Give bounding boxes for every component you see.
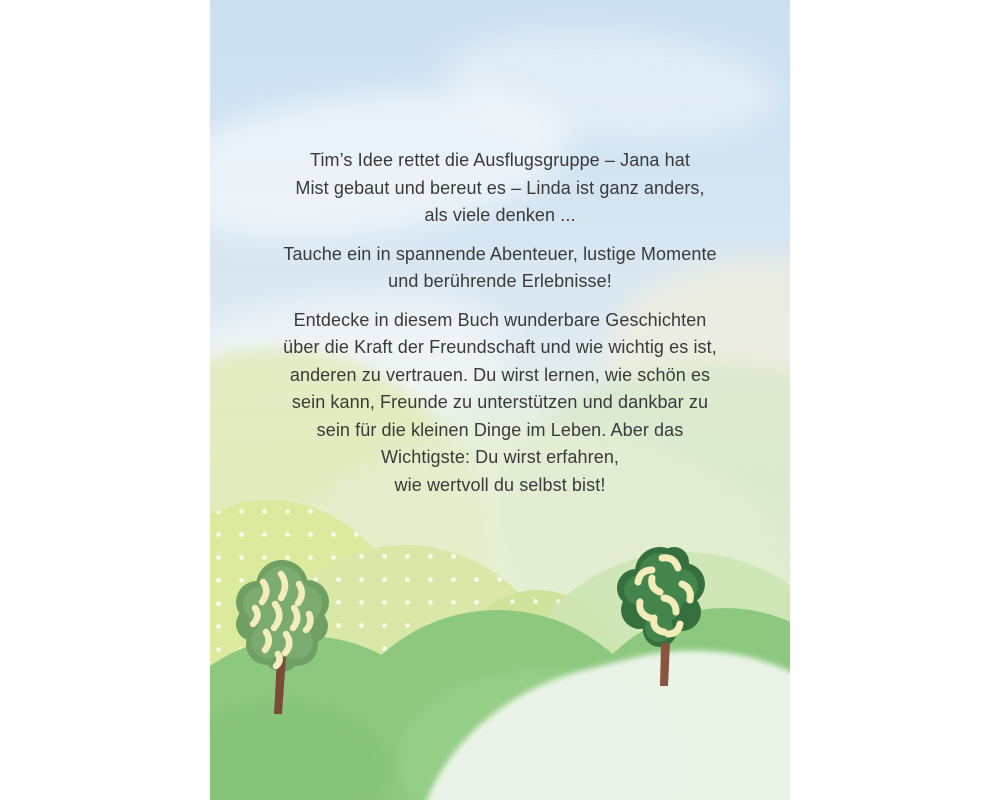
tree-right-illustration: [610, 540, 714, 692]
blurb-teaser-paragraph: [210, 147, 790, 230]
blurb-line: über die Kraft der Freundschaft und wie wichtig es ist,: [283, 337, 717, 357]
blurb-line: anderen zu vertrauen. Du wirst lernen, wie schön es: [289, 364, 711, 385]
blurb-line: Entdecke in diesem Buch wunderbare Geschichten: [293, 309, 707, 330]
blurb-line: als viele denken ...: [424, 205, 576, 225]
blurb-line: sein kann, Freunde zu unterstützen und dankbar zu: [291, 392, 709, 412]
blurb-line: wie wertvoll du selbst bist!: [394, 474, 606, 495]
blurb-line: Wichtigste: Du wirst erfahren,: [380, 447, 620, 467]
blurb-line: Mist gebaut und bereut es – Linda ist ganz anders,: [295, 177, 705, 198]
blurb-invitation-paragraph: [210, 241, 790, 296]
blurb-line: Tim’s Idee rettet die Ausflugsgruppe – Jana hat: [310, 150, 690, 170]
tree-left-illustration: [230, 556, 334, 716]
back-cover-blurb: [210, 147, 790, 510]
blurb-line: Tauche ein in spannende Abenteuer, lustige Momente: [283, 243, 717, 264]
book-page: [210, 0, 790, 800]
blurb-description-paragraph: [210, 307, 790, 500]
tree-right-trunk: [660, 643, 670, 686]
blurb-line: und berührende Erlebnisse!: [388, 271, 612, 291]
blurb-line: sein für die kleinen Dinge im Leben. Aber das: [316, 419, 684, 440]
